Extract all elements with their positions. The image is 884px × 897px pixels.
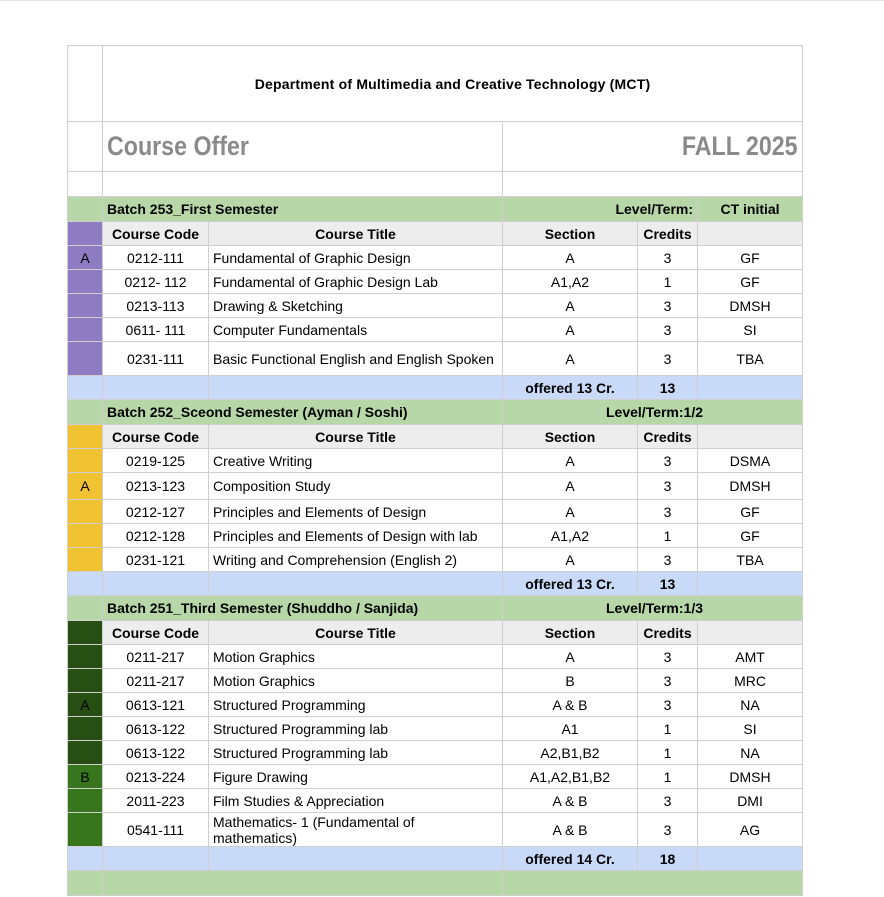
course-title: Motion Graphics bbox=[209, 669, 503, 693]
level-term: Level/Term:1/2 bbox=[606, 404, 704, 420]
table-row bbox=[68, 789, 803, 813]
ct-initial: SI bbox=[698, 318, 803, 342]
ct-initial: NA bbox=[698, 741, 803, 765]
column-header-section: Section bbox=[503, 222, 638, 246]
course-section: B bbox=[503, 669, 638, 693]
course-section: A1 bbox=[503, 717, 638, 741]
table-row bbox=[68, 524, 803, 548]
table-row bbox=[68, 500, 803, 524]
course-credits: 1 bbox=[638, 765, 698, 789]
ct-initial: DMSH bbox=[698, 765, 803, 789]
total-credits: 13 bbox=[638, 572, 698, 596]
ct-initial: GF bbox=[698, 270, 803, 294]
course-credits: 3 bbox=[638, 693, 698, 717]
table-row bbox=[68, 765, 803, 789]
course-code: 0613-122 bbox=[103, 741, 209, 765]
batch-marker bbox=[68, 425, 103, 449]
course-credits: 3 bbox=[638, 789, 698, 813]
course-code: 0613-121 bbox=[103, 693, 209, 717]
ct-initial: TBA bbox=[698, 548, 803, 572]
ct-initial: GF bbox=[698, 246, 803, 270]
batch-marker bbox=[68, 270, 103, 294]
course-code: 0212-127 bbox=[103, 500, 209, 524]
column-header-credits: Credits bbox=[638, 222, 698, 246]
course-section: A2,B1,B2 bbox=[503, 741, 638, 765]
course-section: A bbox=[503, 449, 638, 473]
course-title: Fundamental of Graphic Design bbox=[209, 246, 503, 270]
course-credits: 3 bbox=[638, 318, 698, 342]
level-term: Level/Term:1/3 bbox=[606, 600, 704, 616]
table-row bbox=[68, 693, 803, 717]
batch-name: Batch 251_Third Semester (Shuddho / Sanjida) bbox=[103, 596, 503, 621]
course-title: Film Studies & Appreciation bbox=[209, 789, 503, 813]
course-title: Drawing & Sketching bbox=[209, 294, 503, 318]
ct-initial: SI bbox=[698, 717, 803, 741]
column-header-code: Course Code bbox=[103, 425, 209, 449]
column-header-credits: Credits bbox=[638, 425, 698, 449]
column-header-title: Course Title bbox=[209, 621, 503, 645]
column-header-title: Course Title bbox=[209, 222, 503, 246]
course-title: Principles and Elements of Design bbox=[209, 500, 503, 524]
course-title: Writing and Comprehension (English 2) bbox=[209, 548, 503, 572]
ct-initial-label: CT initial bbox=[698, 197, 803, 222]
batch-marker-label: A bbox=[68, 246, 103, 270]
course-code: 0541-111 bbox=[103, 813, 209, 847]
table-row bbox=[68, 548, 803, 572]
course-section: A bbox=[503, 500, 638, 524]
batch-marker-label: A bbox=[68, 473, 103, 500]
batch-marker bbox=[68, 789, 103, 813]
course-title: Principles and Elements of Design with lab bbox=[209, 524, 503, 548]
batch-marker bbox=[68, 524, 103, 548]
batch-marker bbox=[68, 294, 103, 318]
column-header-section: Section bbox=[503, 621, 638, 645]
course-section: A & B bbox=[503, 789, 638, 813]
column-header-code: Course Code bbox=[103, 222, 209, 246]
table-row bbox=[68, 813, 803, 847]
course-code: 0212-111 bbox=[103, 246, 209, 270]
batch-marker bbox=[68, 717, 103, 741]
ct-initial: DMI bbox=[698, 789, 803, 813]
course-credits: 3 bbox=[638, 500, 698, 524]
ct-initial: DMSH bbox=[698, 294, 803, 318]
offered-credits: offered 13 Cr. bbox=[503, 376, 638, 400]
table-row bbox=[68, 270, 803, 294]
course-credits: 3 bbox=[638, 246, 698, 270]
table-row bbox=[68, 294, 803, 318]
course-title: Creative Writing bbox=[209, 449, 503, 473]
table-row bbox=[68, 741, 803, 765]
table-row bbox=[68, 473, 803, 500]
ct-initial: NA bbox=[698, 693, 803, 717]
batch-253-header bbox=[68, 197, 803, 222]
batch-251-header bbox=[68, 596, 803, 621]
course-section: A1,A2 bbox=[503, 270, 638, 294]
column-header-row bbox=[68, 222, 803, 246]
batch-252-header bbox=[68, 400, 803, 425]
batch-marker bbox=[68, 645, 103, 669]
column-header-row bbox=[68, 425, 803, 449]
column-header-code: Course Code bbox=[103, 621, 209, 645]
course-code: 0231-111 bbox=[103, 342, 209, 376]
offered-credits: offered 13 Cr. bbox=[503, 572, 638, 596]
total-credits: 13 bbox=[638, 376, 698, 400]
batch-marker bbox=[68, 449, 103, 473]
course-code: 0211-217 bbox=[103, 669, 209, 693]
course-section: A bbox=[503, 473, 638, 500]
course-title: Structured Programming lab bbox=[209, 717, 503, 741]
course-credits: 3 bbox=[638, 294, 698, 318]
ct-initial: AMT bbox=[698, 645, 803, 669]
course-title: Structured Programming lab bbox=[209, 741, 503, 765]
batch-marker bbox=[68, 621, 103, 645]
sheet-top-border bbox=[0, 0, 884, 1]
course-title: Composition Study bbox=[209, 473, 503, 500]
next-batch-header-edge bbox=[68, 871, 803, 896]
course-section: A bbox=[503, 342, 638, 376]
batch-marker-label: A bbox=[68, 693, 103, 717]
course-title: Figure Drawing bbox=[209, 765, 503, 789]
batch-marker bbox=[68, 741, 103, 765]
course-code: 0213-113 bbox=[103, 294, 209, 318]
table-row bbox=[68, 717, 803, 741]
column-header-title: Course Title bbox=[209, 425, 503, 449]
batch-marker bbox=[68, 222, 103, 246]
course-code: 0212-128 bbox=[103, 524, 209, 548]
ct-initial: GF bbox=[698, 500, 803, 524]
course-code: 2011-223 bbox=[103, 789, 209, 813]
column-header-row bbox=[68, 621, 803, 645]
course-section: A bbox=[503, 645, 638, 669]
batch-marker bbox=[68, 500, 103, 524]
course-code: 0213-123 bbox=[103, 473, 209, 500]
course-code: 0212- 112 bbox=[103, 270, 209, 294]
ct-initial: TBA bbox=[698, 342, 803, 376]
course-code: 0211-217 bbox=[103, 645, 209, 669]
course-title: Motion Graphics bbox=[209, 645, 503, 669]
course-section: A1,A2 bbox=[503, 524, 638, 548]
course-title: Fundamental of Graphic Design Lab bbox=[209, 270, 503, 294]
term-label: FALL 2025 bbox=[682, 131, 799, 161]
course-code: 0231-121 bbox=[103, 548, 209, 572]
course-credits: 3 bbox=[638, 669, 698, 693]
course-code: 0611- 111 bbox=[103, 318, 209, 342]
column-header-section: Section bbox=[503, 425, 638, 449]
course-credits: 3 bbox=[638, 473, 698, 500]
course-code: 0213-224 bbox=[103, 765, 209, 789]
batch-marker bbox=[68, 342, 103, 376]
batch-marker bbox=[68, 669, 103, 693]
course-section: A bbox=[503, 294, 638, 318]
course-credits: 1 bbox=[638, 524, 698, 548]
batch-marker bbox=[68, 548, 103, 572]
total-credits: 18 bbox=[638, 847, 698, 871]
course-code: 0219-125 bbox=[103, 449, 209, 473]
course-title: Mathematics- 1 (Fundamental of mathematics) bbox=[209, 813, 503, 847]
batch-marker-label: B bbox=[68, 765, 103, 789]
course-section: A1,A2,B1,B2 bbox=[503, 765, 638, 789]
course-code: 0613-122 bbox=[103, 717, 209, 741]
ct-initial: GF bbox=[698, 524, 803, 548]
batch-name: Batch 252_Sceond Semester (Ayman / Soshi) bbox=[103, 400, 503, 425]
course-credits: 3 bbox=[638, 813, 698, 847]
column-header-credits: Credits bbox=[638, 621, 698, 645]
ct-initial: MRC bbox=[698, 669, 803, 693]
course-credits: 3 bbox=[638, 645, 698, 669]
course-credits: 3 bbox=[638, 449, 698, 473]
ct-initial: DSMA bbox=[698, 449, 803, 473]
ct-initial: DMSH bbox=[698, 473, 803, 500]
course-credits: 3 bbox=[638, 548, 698, 572]
ct-initial: AG bbox=[698, 813, 803, 847]
course-title: Structured Programming bbox=[209, 693, 503, 717]
table-row bbox=[68, 318, 803, 342]
batch-marker bbox=[68, 813, 103, 847]
course-credits: 1 bbox=[638, 270, 698, 294]
department-title: Department of Multimedia and Creative Technology (MCT) bbox=[103, 46, 803, 122]
batch-marker bbox=[68, 318, 103, 342]
credit-summary-row bbox=[68, 572, 803, 596]
level-term: Level/Term: bbox=[503, 197, 698, 222]
table-row bbox=[68, 342, 803, 376]
course-title: Basic Functional English and English Spoken bbox=[209, 342, 503, 376]
course-section: A & B bbox=[503, 693, 638, 717]
course-credits: 1 bbox=[638, 717, 698, 741]
course-section: A bbox=[503, 246, 638, 270]
batch-name: Batch 253_First Semester bbox=[103, 197, 503, 222]
course-credits: 1 bbox=[638, 741, 698, 765]
table-row bbox=[68, 645, 803, 669]
offered-credits: offered 14 Cr. bbox=[503, 847, 638, 871]
table-row bbox=[68, 449, 803, 473]
course-section: A & B bbox=[503, 813, 638, 847]
table-row bbox=[68, 669, 803, 693]
course-section: A bbox=[503, 548, 638, 572]
course-offer-sheet bbox=[67, 45, 803, 896]
course-offer-label: Course Offer bbox=[107, 131, 249, 161]
credit-summary-row bbox=[68, 847, 803, 871]
table-row bbox=[68, 246, 803, 270]
course-credits: 3 bbox=[638, 342, 698, 376]
course-title: Computer Fundamentals bbox=[209, 318, 503, 342]
credit-summary-row bbox=[68, 376, 803, 400]
course-section: A bbox=[503, 318, 638, 342]
